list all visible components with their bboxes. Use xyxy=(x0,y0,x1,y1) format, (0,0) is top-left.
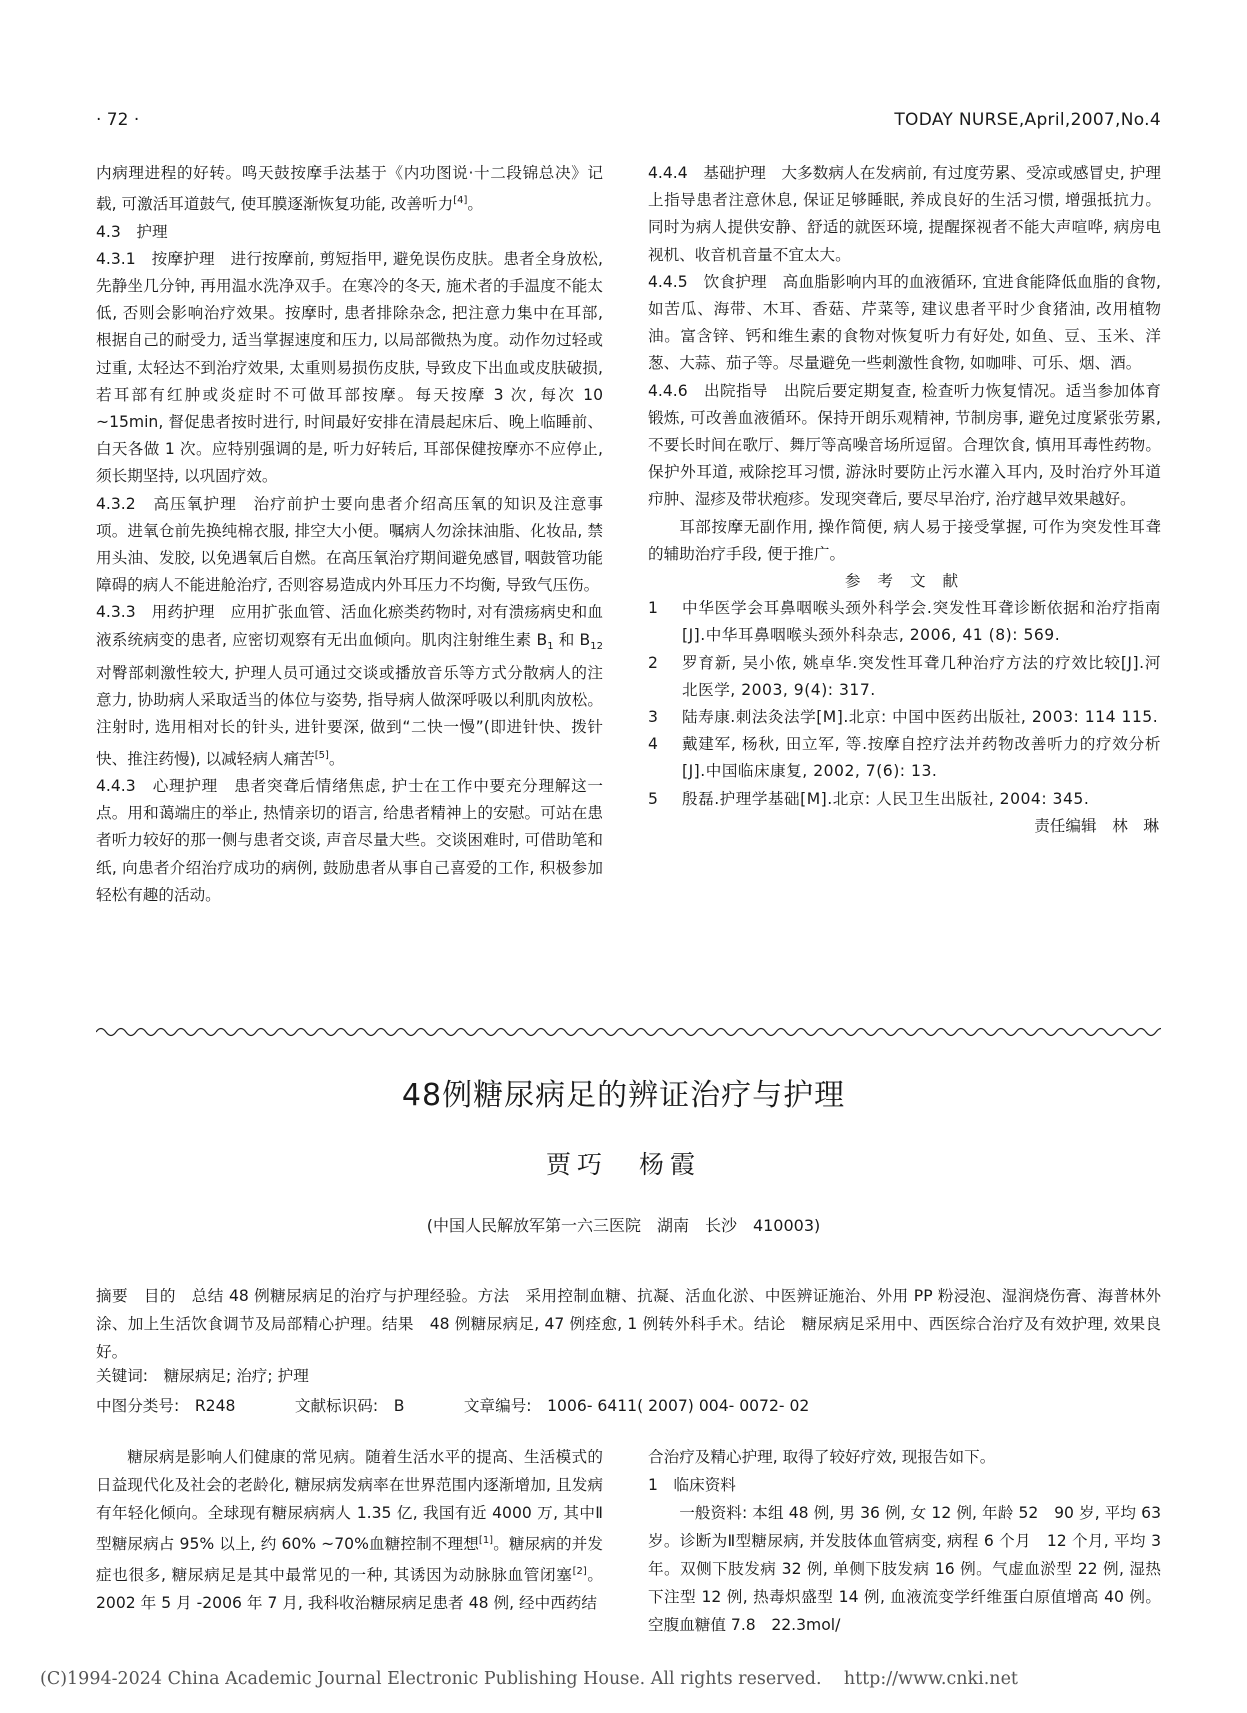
reference-item: 4 戴建军, 杨秋, 田立军, 等.按摩自控疗法并药物改善听力的疗效分析[J].中国临床康复, 2002, 7(6): 13. xyxy=(648,735,1161,781)
article-authors: 贾巧 杨霞 xyxy=(545,1150,701,1179)
wavy-divider xyxy=(96,1022,1161,1042)
paragraph: 耳部按摩无副作用, 操作简便, 病人易于接受掌握, 可作为突发性耳聋的辅助治疗手段, 便于推广。 xyxy=(648,517,1161,563)
journal-header: TODAY NURSE,April,2007,No.4 xyxy=(894,110,1161,130)
section-heading: 1 临床资料 xyxy=(648,1476,736,1494)
citation: [1] xyxy=(478,1535,494,1546)
left-column xyxy=(96,160,603,909)
references-title: 参 考 文 献 xyxy=(844,572,965,591)
classification-line xyxy=(96,1394,809,1416)
cnki-link[interactable]: http://www.cnki.net xyxy=(843,1669,1018,1689)
paragraph: 4.4.5 饮食护理 高血脂影响内耳的血液循环, 宜进食能降低血脂的食物, 如苦瓜、海带、木耳、香菇、芹菜等, 建议患者平时少食猪油, 改用植物油。富含锌、钙和维生素的食物对恢复听力有好处, 如鱼、豆、玉米、洋葱、大蒜、茄子等。尽量避免一些刺激性食物, 如咖啡、可乐、烟、酒。 xyxy=(648,272,1161,373)
paragraph: 4.3.1 按摩护理 进行按摩前, 剪短指甲, 避免误伤皮肤。患者全身放松, 先静坐几分钟, 再用温水洗净双手。在寒冷的冬天, 施术者的手温度不能太低, 否则会影响治疗效果。按摩时, 患者排除杂念, 把注意力集中在耳部, 根据自己的耐受力, 适当掌握速度和压力, 以局部微热为度。动作勿过轻或过重, 太轻达不到治疗效果, 太重则易损伤皮肤, 导致皮下出血或皮肤破损, 若耳部有红肿或炎症时不可做耳部按摩。每天按摩 3 次, 每次 10 ~15min, 督促患者按时进行, 时间最好安排在清晨起床后、晚上临睡前、白天各做 1 次。应特别强调的是, 听力好转后, 耳部保健按摩亦不应停止, 须长期坚持, 以巩固疗效。 xyxy=(96,249,603,486)
citation: [2] xyxy=(572,1566,587,1578)
reference-item: 1 中华医学会耳鼻咽喉头颈外科学会.突发性耳聋诊断依据和治疗指南[J].中华耳鼻咽喉头颈外科杂志, 2006, 41 (8): 569. xyxy=(648,599,1161,645)
paragraph: 糖尿病是影响人们健康的常见病。随着生活水平的提高、生活模式的日益现代化及社会的老龄化, 糖尿病发病率在世界范围内逐渐增加, 且发病有年轻化倾向。全球现有糖尿病病人 1.35 亿, 我国有近 4000 万, 其中Ⅱ型糖尿病占 95% 以上, 约 60% ~70%血糖控制不理想[1]。糖尿病的并发症也很多, 糖尿病足是其中最常见的一种, 其诱因为动脉脉血管闭塞[2]。2002 年 5 月 -2006 年 7 月, 我科收治糖尿病足患者 48 例, 经中西药结 xyxy=(96,1448,603,1613)
body-left-column xyxy=(96,1443,603,1617)
article-title: 48例糖尿病足的辨证治疗与护理 xyxy=(401,1078,846,1113)
class-number: 中图分类号: R248 xyxy=(96,1397,236,1415)
keywords: 关键词: 糖尿病足; 治疗; 护理 xyxy=(96,1367,309,1385)
paragraph: 4.4.4 基础护理 大多数病人在发病前, 有过度劳累、受凉或感冒史, 护理上指导患者注意休息, 保证足够睡眠, 养成良好的生活习惯, 增强抵抗力。同时为病人提供安静、舒适的就医环境, 提醒探视者不能大声喧哗, 病房电视机、收音机音量不宜太大。 xyxy=(648,164,1161,264)
paragraph: 4.3.3 用药护理 应用扩张血管、活血化瘀类药物时, 对有溃疡病史和血液系统病变的患者, 应密切观察有无出血倾向。肌肉注射维生素 $B_1$ 和 $B_{12}$ 对臀部刺激性较大, 护理人员可通过交谈或播放音乐等方式分散病人的注意力, 协助病人采取适当的体位与姿势, 指导病人做深呼吸以利肌肉放松。注射时, 选用相对长的针头, 进针要深, 做到“二快一慢”(即进针快、拨针快、推注药慢), 以减轻病人痛苦[5]。 xyxy=(96,603,603,768)
reference-item: 3 陆寿康.刺法灸法学[M].北京: 中国中医药出版社, 2003: 114 115. xyxy=(648,708,1159,727)
page-number: · 72 · xyxy=(96,110,140,130)
paragraph: 合治疗及精心护理, 取得了较好疗效, 现报告如下。 xyxy=(648,1448,996,1466)
reference-list xyxy=(648,595,1161,813)
document-code: 文献标识码: B xyxy=(294,1397,405,1415)
right-column xyxy=(648,160,1161,840)
abstract: 摘要 目的 总结 48 例糖尿病足的治疗与护理经验。方法 采用控制血糖、抗凝、活血化淤、中医辨证施治、外用 PP 粉浸泡、湿润烧伤膏、海普林外涂、加上生活饮食调节及局部精心护理。结果 48 例糖尿病足, 47 例痊愈, 1 例转外科手术。结论 糖尿病足采用中、西医综合治疗及有效护理, 效果良好。 xyxy=(96,1287,1161,1361)
body-right-column xyxy=(648,1443,1161,1639)
paragraph: 一般资料: 本组 48 例, 男 36 例, 女 12 例, 年龄 52 90 岁, 平均 63 岁。诊断为Ⅱ型糖尿病, 并发肢体血管病变, 病程 6 个月 12 个月, 平均 3 年。双侧下肢发病 32 例, 单侧下肢发病 16 例。气虚血淤型 22 例, 湿热下注型 12 例, 热毒炽盛型 14 例, 血液流变学纤维蛋白原值增高 40 例。空腹血糖值 7.8 22.3mol/ xyxy=(648,1504,1161,1634)
paragraph: 内病理进程的好转。鸣天鼓按摩手法基于《内功图说·十二段锦总决》记载, 可激活耳道鼓气, 使耳膜逐渐恢复功能, 改善听力[4]。 xyxy=(96,164,603,214)
copyright-footer: (C)1994-2024 China Academic Journal Electronic Publishing House. All rights reserved. http://www.cnki.net xyxy=(40,1669,1018,1689)
reference-item: 5 殷磊.护理学基础[M].北京: 人民卫生出版社, 2004: 345. xyxy=(648,789,1090,808)
section-heading: 4.3 护理 xyxy=(96,222,168,241)
paragraph: 4.4.6 出院指导 出院后要定期复查, 检查听力恢复情况。适当参加体育锻炼, 可改善血液循环。保持开朗乐观精神, 节制房事, 避免过度紧张劳累, 不要长时间在歌厅、舞厅等高噪音场所逗留。合理饮食, 慎用耳毒性药物。保护外耳道, 戒除挖耳习惯, 游泳时要防止污水灌入耳内, 及时治疗外耳道疖肿、湿疹及带状疱疹。发现突聋后, 要尽早治疗, 治疗越早效果越好。 xyxy=(648,381,1161,509)
article-number: 文章编号: 1006- 6411( 2007) 004- 0072- 02 xyxy=(463,1397,810,1415)
citation: [5] xyxy=(314,749,329,761)
citation: [4] xyxy=(453,195,468,207)
responsible-editor: 责任编辑 林 琳 xyxy=(1034,816,1159,835)
author-affiliation: (中国人民解放军第一六三医院 湖南 长沙 410003) xyxy=(426,1216,821,1235)
paragraph: 4.4.3 心理护理 患者突聋后情绪焦虑, 护士在工作中要充分理解这一点。用和蔼端庄的举止, 热情亲切的语言, 给患者精神上的安慰。可站在患者听力较好的那一侧与患者交谈, 声音尽量大些。交谈困难时, 可借助笔和纸, 向患者介绍治疗成功的病例, 鼓励患者从事自己喜爱的工作, 积极参加轻松有趣的活动。 xyxy=(96,776,603,904)
reference-item: 2 罗育新, 吴小侬, 姚卓华.突发性耳聋几种治疗方法的疗效比较[J].河北医学, 2003, 9(4): 317. xyxy=(648,653,1161,699)
paragraph: 4.3.2 高压氧护理 治疗前护士要向患者介绍高压氧的知识及注意事项。进氧仓前先换纯棉衣服, 排空大小便。嘱病人勿涂抹油脂、化妆品, 禁用头油、发胶, 以免遇氧后自燃。在高压氧治疗期间避免感冒, 咽鼓管功能障碍的病人不能进舱治疗, 否则容易造成内外耳压力不均衡, 导致气压伤。 xyxy=(96,494,603,595)
